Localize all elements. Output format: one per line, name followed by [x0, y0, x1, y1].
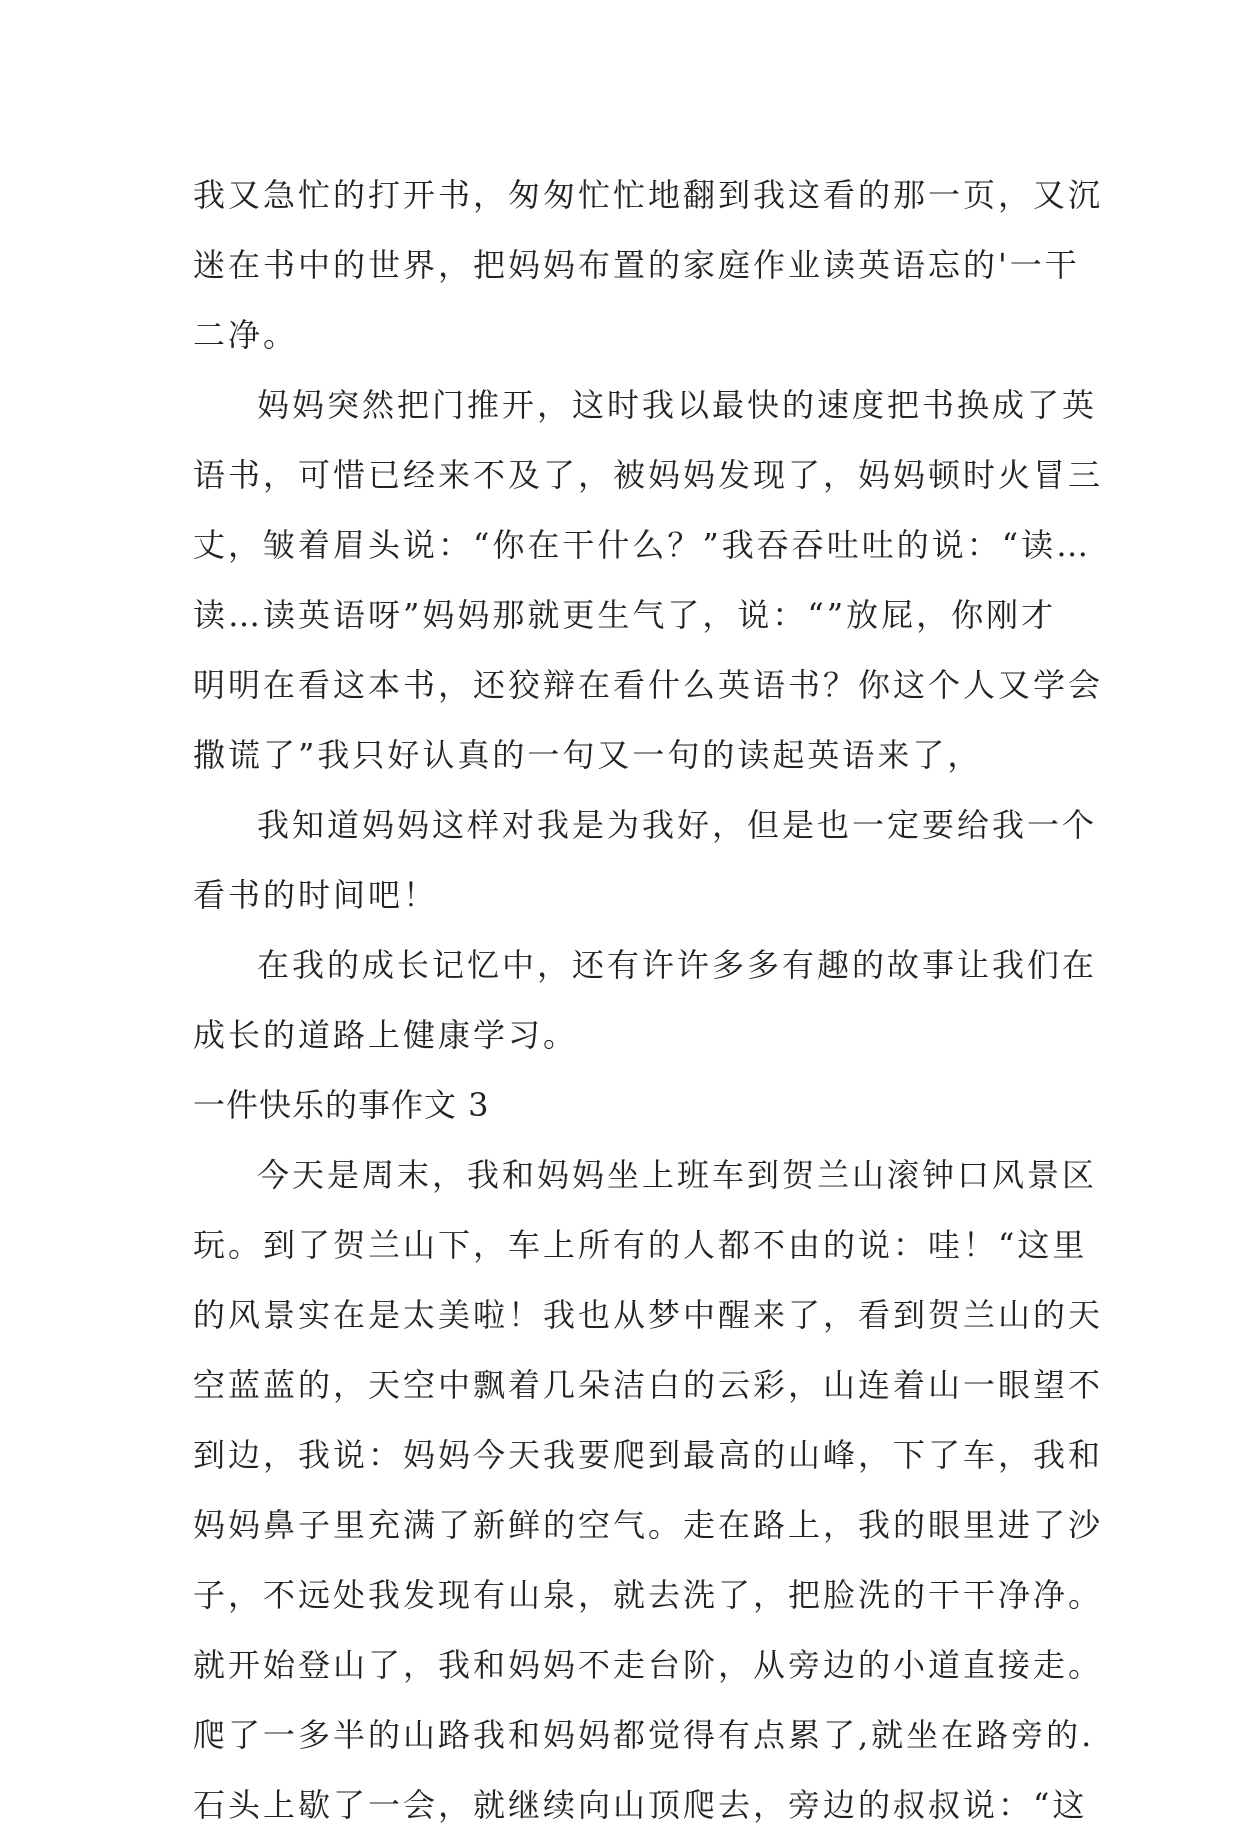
text-line: 妈妈鼻子里充满了新鲜的空气。走在路上，我的眼里进了沙: [193, 1506, 1104, 1544]
text-line: 明明在看这本书，还狡辩在看什么英语书？你这个人又学会: [193, 666, 1104, 704]
text-line: 迷在书中的世界，把妈妈布置的家庭作业读英语忘的'一干: [193, 246, 1080, 284]
text-line: 看书的时间吧！: [193, 876, 439, 914]
text-line: 空蓝蓝的，天空中飘着几朵洁白的云彩，山连着山一眼望不: [193, 1366, 1104, 1404]
paragraph-first-line: 我知道妈妈这样对我是为我好，但是也一定要给我一个: [257, 806, 1098, 844]
text-line: 二净。: [193, 316, 299, 354]
text-line: 撒谎了”我只好认真的一句又一句的读起英语来了，: [193, 736, 983, 774]
paragraph-first-line: 今天是周末，我和妈妈坐上班车到贺兰山滚钟口风景区: [257, 1156, 1098, 1194]
section-heading: 一件快乐的事作文 3: [193, 1086, 490, 1124]
text-line: 就开始登山了，我和妈妈不走台阶，从旁边的小道直接走。: [193, 1646, 1104, 1684]
text-line: 到边，我说：妈妈今天我要爬到最高的山峰，下了车，我和: [193, 1436, 1104, 1474]
text-line: 丈，皱着眉头说：“你在干什么？”我吞吞吐吐的说：“读…: [193, 526, 1092, 564]
paragraph-first-line: 在我的成长记忆中，还有许许多多有趣的故事让我们在: [257, 946, 1098, 984]
document-body: [193, 160, 1104, 1840]
text-line: 成长的道路上健康学习。: [193, 1016, 579, 1054]
text-line: 读…读英语呀”妈妈那就更生气了，说：“”放屁，你刚才: [193, 596, 1057, 634]
text-line: 我又急忙的打开书，匆匆忙忙地翻到我这看的那一页，又沉: [193, 176, 1104, 214]
text-line: 玩。到了贺兰山下，车上所有的人都不由的说：哇！“这里: [193, 1226, 1088, 1264]
paragraph-first-line: 妈妈突然把门推开，这时我以最快的速度把书换成了英: [257, 386, 1098, 424]
text-line: 石头上歇了一会，就继续向山顶爬去，旁边的叔叔说：“这: [193, 1786, 1088, 1824]
text-line: 语书，可惜已经来不及了，被妈妈发现了，妈妈顿时火冒三: [193, 456, 1104, 494]
text-line: 子，不远处我发现有山泉，就去洗了，把脸洗的干干净净。: [193, 1576, 1104, 1614]
text-line: 的风景实在是太美啦！我也从梦中醒来了，看到贺兰山的天: [193, 1296, 1104, 1334]
text-line: 爬了一多半的山路我和妈妈都觉得有点累了,就坐在路旁的.: [193, 1716, 1095, 1754]
